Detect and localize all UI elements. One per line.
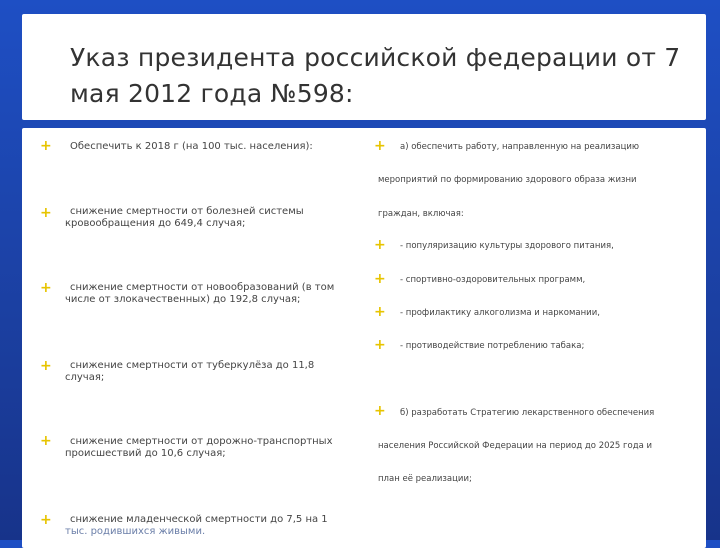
plus-icon: + — [374, 304, 386, 320]
plus-icon: + — [40, 205, 52, 221]
plus-icon: + — [40, 138, 52, 154]
plus-icon: + — [374, 271, 386, 287]
plus-icon: + — [374, 403, 386, 419]
left-item-5-line-2: происшествий до 10,6 случая; — [65, 448, 226, 459]
right-item-a-line-2: мероприятий по формированию здорового образа жизни — [378, 175, 637, 185]
plus-icon: + — [374, 337, 386, 353]
right-item-b-line-3: план её реализации; — [378, 474, 472, 484]
right-item-b-line-1: б) разработать Стратегию лекарственного обеспечения — [400, 408, 655, 418]
right-sub-item-4: - противодействие потреблению табака; — [400, 341, 585, 351]
plus-icon: + — [374, 237, 386, 253]
right-sub-item-1: - популяризацию культуры здорового питания, — [400, 241, 614, 251]
left-item-6-line-2: тыс. родившихся живыми. — [65, 526, 206, 537]
title-line-1: Указ президента российской федерации от 7 — [70, 43, 681, 72]
left-item-3-line-1: снижение смертности от новообразований (в том — [70, 282, 335, 293]
plus-icon: + — [374, 138, 386, 154]
left-item-3-line-2: числе от злокачественных) до 192,8 случая; — [65, 294, 301, 305]
right-sub-item-3: - профилактику алкоголизма и наркомании, — [400, 308, 600, 318]
right-sub-item-2: - спортивно-оздоровительных программ, — [400, 275, 586, 285]
left-item-2-line-1: снижение смертности от болезней системы — [70, 206, 304, 217]
right-item-a-line-3: граждан, включая: — [378, 209, 464, 219]
plus-icon: + — [40, 358, 52, 374]
plus-icon: + — [40, 280, 52, 296]
content-panel — [22, 128, 706, 548]
left-item-5-line-1: снижение смертности от дорожно-транспортных — [70, 436, 333, 447]
left-item-2-line-2: кровообращения до 649,4 случая; — [65, 218, 246, 229]
right-item-a-line-1: а) обеспечить работу, направленную на реализацию — [400, 142, 640, 152]
right-item-b-line-2: населения Российской Федерации на период до 2025 года и — [378, 441, 653, 451]
left-item-6-line-1: снижение младенческой смертности до 7,5 на 1 — [70, 514, 328, 525]
left-item-4-line-1: снижение смертности от туберкулёза до 11,8 — [70, 360, 315, 371]
left-item-1: Обеспечить к 2018 г (на 100 тыс. населения): — [70, 141, 313, 152]
left-item-4-line-2: случая; — [65, 372, 105, 383]
title-panel — [22, 14, 706, 120]
slide-title — [70, 40, 690, 112]
title-line-2: мая 2012 года №598: — [70, 79, 354, 108]
plus-icon: + — [40, 512, 52, 528]
plus-icon: + — [40, 433, 52, 449]
